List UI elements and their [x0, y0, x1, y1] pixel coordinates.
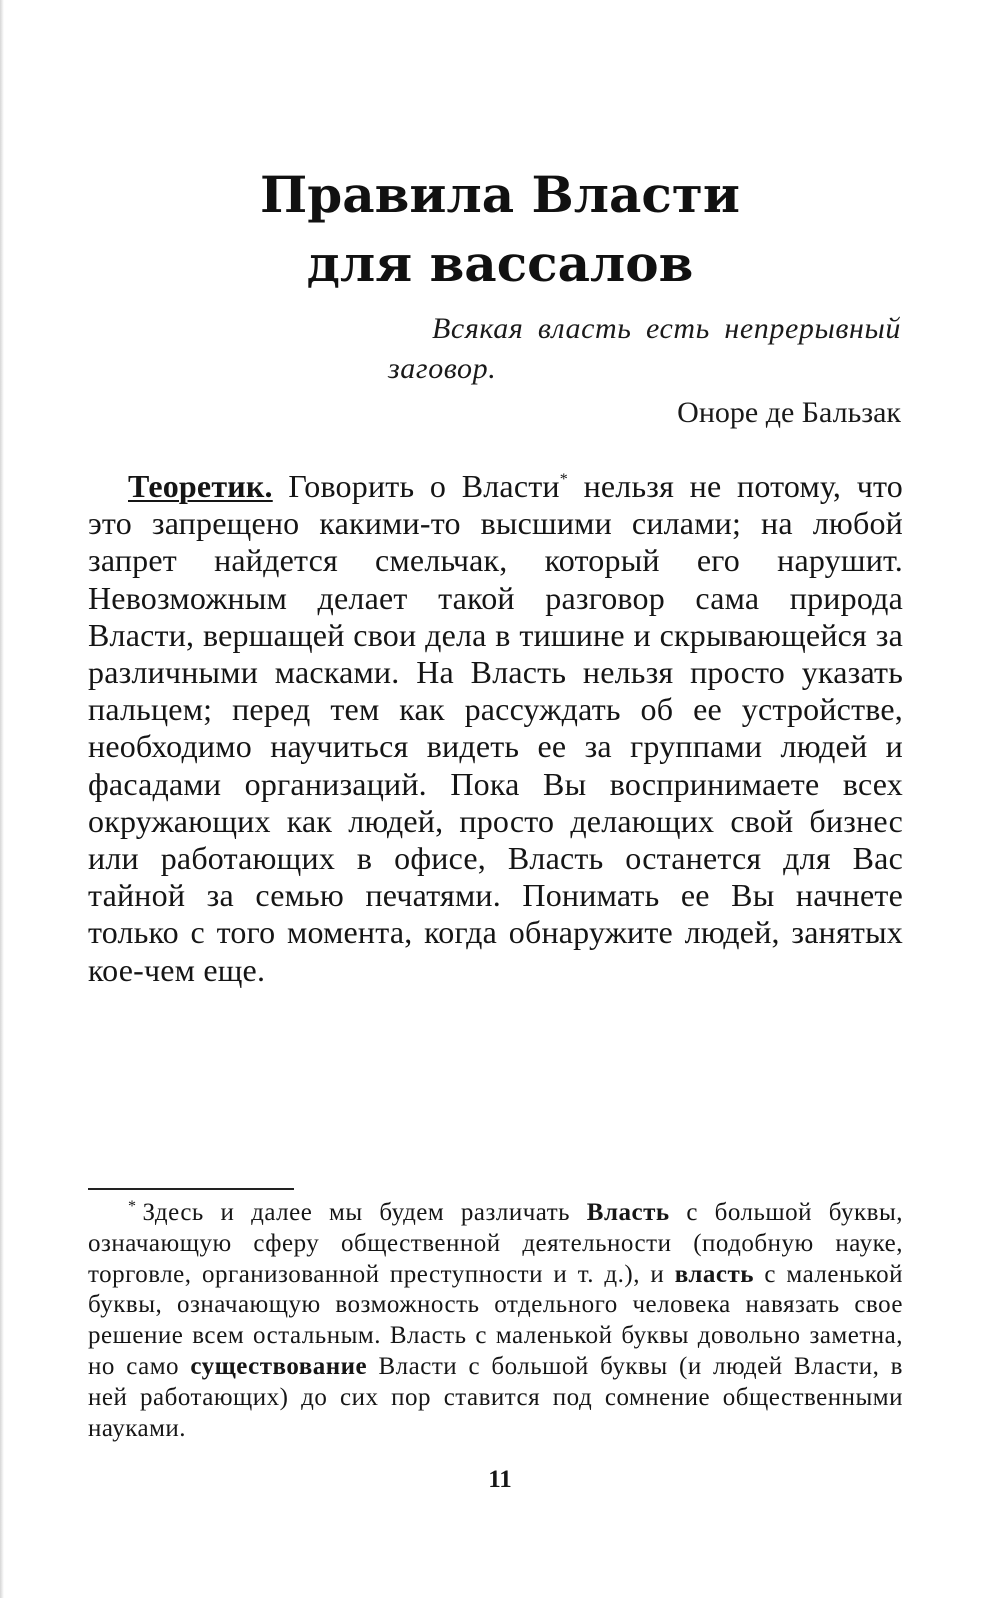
- body-text-part-1: Говорить о Власти: [272, 468, 560, 504]
- epigraph-author: Оноре де Бальзак: [677, 396, 901, 429]
- footnote-text-4: Власти с большой буквы (и людей Власти, в ней работающих) до сих пор ставится под сомнение общественными науками.: [88, 1352, 903, 1442]
- footnote-term-existence: существование: [190, 1352, 368, 1380]
- footnote-reference-mark: *: [559, 471, 568, 488]
- footnote: [88, 1198, 903, 1444]
- footnote-text-3: с маленькой буквы, означающую возможность отдельного человека навязать свое решение всем остальным. Власть с маленькой буквы довольно заметна, но само: [88, 1260, 903, 1380]
- footnote-text-2: с большой буквы, означающую сферу общественной деятельности (подобную науке, торговле, организованной преступности и т. д.), и: [88, 1199, 903, 1288]
- footnote-term-capital: Власть: [586, 1199, 670, 1226]
- body-paragraph: [88, 468, 903, 989]
- page-number: 11: [488, 1466, 512, 1493]
- chapter-title: [0, 160, 1000, 298]
- epigraph-quote: Всякая власть есть непрерывный заговор.: [388, 312, 901, 385]
- chapter-title-line-2: для вассалов: [306, 234, 694, 293]
- footnote-divider: [88, 1188, 294, 1190]
- body-text-part-2: нельзя не потому, что это запрещено какими-то высшими силами; на любой запрет найдется смельчак, который его нарушит. Невозможным делает такой разговор сама природа Власти, вершащей свои дела в тишине и скрывающейся за различными масками. На Власть нельзя просто указать пальцем; перед тем как рассуждать об ее устройстве, необходимо научиться видеть ее за группами людей и фасадами организаций. Пока Вы воспринимаете всех окружающих как людей, просто делающих свой бизнес или работающих в офисе, Власть останется для Вас тайной за семью печатями. Понимать ее Вы начнете только с того момента, когда обнаружите людей, занятых кое-чем еще.: [88, 468, 903, 988]
- footnote-mark: *: [128, 1198, 137, 1215]
- chapter-title-line-1: Правила Власти: [260, 165, 740, 224]
- footnote-text-1: Здесь и далее мы будем различать: [142, 1199, 587, 1226]
- footnote-term-lowercase: власть: [674, 1260, 754, 1288]
- speaker-label: Теоретик.: [128, 468, 273, 504]
